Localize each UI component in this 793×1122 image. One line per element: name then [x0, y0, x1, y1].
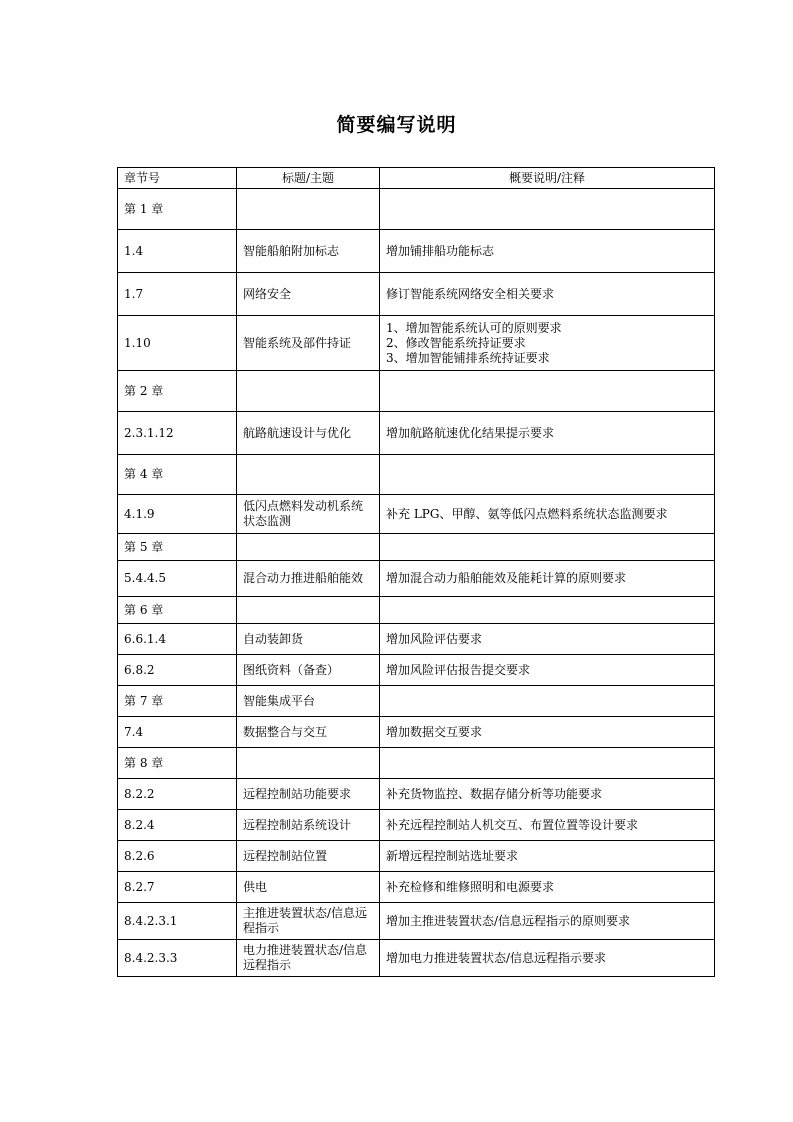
topic-cell: 航路航速设计与优化 [237, 412, 380, 455]
table-row [118, 717, 715, 748]
topic-cell [237, 534, 380, 561]
notes-cell [380, 940, 715, 977]
topic-cell: 智能集成平台 [237, 686, 380, 717]
notes-cell [380, 561, 715, 597]
table-row [118, 273, 715, 316]
notes-cell [380, 316, 715, 371]
note-line: 新增远程控制站选址要求 [386, 848, 519, 863]
notes-cell [380, 841, 715, 872]
topic-cell: 远程控制站系统设计 [237, 810, 380, 841]
section-number-cell: 8.4.2.3.3 [118, 940, 237, 977]
notes-cell [380, 230, 715, 273]
note-line: 增加主推进装置状态/信息远程指示的原则要求 [386, 913, 631, 928]
topic-cell: 数据整合与交互 [237, 717, 380, 748]
section-number-cell: 第 4 章 [118, 455, 237, 495]
table-row [118, 412, 715, 455]
note-line: 增加混合动力船舶能效及能耗计算的原则要求 [386, 571, 627, 585]
notes-cell [380, 686, 715, 717]
header-section-number: 章节号 [118, 168, 237, 189]
section-number-cell: 7.4 [118, 717, 237, 748]
section-number-cell: 第 6 章 [118, 597, 237, 624]
note-line: 补充远程控制站人机交互、布置位置等设计要求 [386, 817, 639, 832]
header-topic: 标题/主题 [237, 168, 380, 189]
note-line: 增加风险评估报告提交要求 [386, 662, 531, 677]
topic-cell: 电力推进装置状态/信息远程指示 [237, 940, 380, 977]
table-row [118, 230, 715, 273]
notes-cell [380, 189, 715, 230]
notes-cell [380, 624, 715, 655]
section-number-cell: 8.2.4 [118, 810, 237, 841]
notes-cell [380, 655, 715, 686]
table-row [118, 534, 715, 561]
section-number-cell: 1.4 [118, 230, 237, 273]
table-row [118, 624, 715, 655]
table-row [118, 597, 715, 624]
section-number-cell: 第 2 章 [118, 371, 237, 412]
note-line: 补充检修和维修照明和电源要求 [386, 879, 555, 894]
section-number-cell: 第 7 章 [118, 686, 237, 717]
topic-cell: 图纸资料（备查） [237, 655, 380, 686]
notes-cell [380, 903, 715, 940]
section-number-cell: 5.4.4.5 [118, 561, 237, 597]
notes-cell [380, 273, 715, 316]
topic-cell: 智能系统及部件持证 [237, 316, 380, 371]
topic-cell: 远程控制站位置 [237, 841, 380, 872]
topic-cell: 网络安全 [237, 273, 380, 316]
table-row [118, 940, 715, 977]
section-number-cell: 1.10 [118, 316, 237, 371]
table-row [118, 371, 715, 412]
topic-cell [237, 455, 380, 495]
notes-cell [380, 779, 715, 810]
section-number-cell: 第 8 章 [118, 748, 237, 779]
note-line: 补充 LPG、甲醇、氨等低闪点燃料系统状态监测要求 [386, 506, 668, 521]
notes-cell [380, 412, 715, 455]
table-row [118, 748, 715, 779]
table-row [118, 316, 715, 371]
table-row [118, 903, 715, 940]
section-number-cell: 8.2.2 [118, 779, 237, 810]
notes-cell [380, 534, 715, 561]
table-row [118, 872, 715, 903]
note-line: 增加风险评估要求 [386, 631, 483, 646]
note-line: 1、增加智能系统认可的原则要求 [386, 320, 562, 335]
table-row [118, 686, 715, 717]
note-line: 3、增加智能铺排系统持证要求 [386, 350, 550, 365]
notes-cell [380, 597, 715, 624]
topic-cell [237, 371, 380, 412]
topic-cell: 主推进装置状态/信息远程指示 [237, 903, 380, 940]
topic-cell [237, 748, 380, 779]
table-row [118, 655, 715, 686]
topic-cell [237, 189, 380, 230]
section-number-cell: 6.8.2 [118, 655, 237, 686]
note-line: 2、修改智能系统持证要求 [386, 335, 526, 350]
note-line: 增加铺排船功能标志 [386, 243, 495, 258]
notes-cell [380, 872, 715, 903]
section-number-cell: 8.2.6 [118, 841, 237, 872]
table-row [118, 779, 715, 810]
table-row [118, 561, 715, 597]
notes-cell [380, 810, 715, 841]
table-row [118, 455, 715, 495]
section-number-cell: 2.3.1.12 [118, 412, 237, 455]
document-title: 简要编写说明 [336, 114, 457, 136]
note-line: 增加航路航速优化结果提示要求 [386, 425, 555, 440]
section-number-cell: 第 1 章 [118, 189, 237, 230]
note-line: 修订智能系统网络安全相关要求 [386, 286, 555, 301]
section-number-cell: 第 5 章 [118, 534, 237, 561]
topic-cell: 低闪点燃料发动机系统状态监测 [237, 495, 380, 534]
note-line: 补充货物监控、数据存储分析等功能要求 [386, 786, 603, 801]
note-line: 增加电力推进装置状态/信息远程指示要求 [386, 950, 607, 965]
section-number-cell: 6.6.1.4 [118, 624, 237, 655]
topic-cell [237, 597, 380, 624]
notes-cell [380, 455, 715, 495]
section-number-cell: 8.4.2.3.1 [118, 903, 237, 940]
note-line: 增加数据交互要求 [386, 724, 483, 739]
topic-cell: 供电 [237, 872, 380, 903]
topic-cell: 混合动力推进船舶能效 [237, 561, 380, 597]
topic-cell: 远程控制站功能要求 [237, 779, 380, 810]
table-body [118, 189, 715, 977]
section-number-cell: 1.7 [118, 273, 237, 316]
notes-cell [380, 717, 715, 748]
topic-cell: 智能船舶附加标志 [237, 230, 380, 273]
table-row [118, 810, 715, 841]
topic-cell: 自动装卸货 [237, 624, 380, 655]
notes-cell [380, 495, 715, 534]
table-row [118, 495, 715, 534]
header-notes: 概要说明/注释 [380, 168, 715, 189]
section-number-cell: 4.1.9 [118, 495, 237, 534]
table-header-row [118, 168, 715, 189]
notes-cell [380, 371, 715, 412]
section-number-cell: 8.2.7 [118, 872, 237, 903]
table-row [118, 189, 715, 230]
summary-table [117, 167, 715, 977]
table-row [118, 841, 715, 872]
notes-cell [380, 748, 715, 779]
